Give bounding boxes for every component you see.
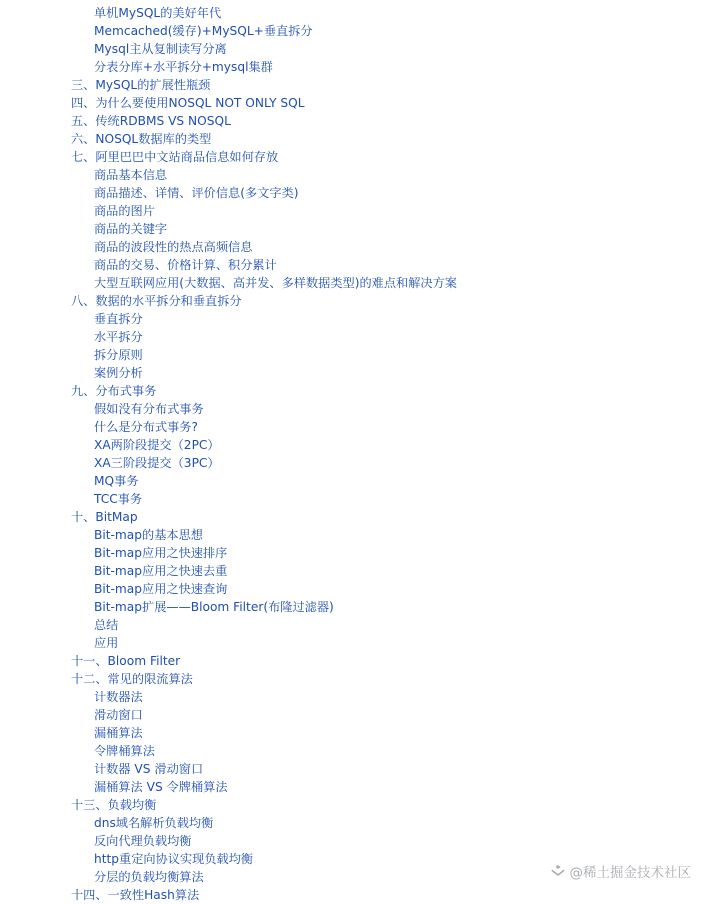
toc-link-text[interactable]: 计数器法 xyxy=(94,690,143,704)
toc-subsection-link[interactable] xyxy=(0,814,713,832)
toc-link-text[interactable]: 十一、Bloom Filter xyxy=(71,654,181,668)
toc-link-text[interactable]: 垂直拆分 xyxy=(94,312,143,326)
toc-subsection-link[interactable] xyxy=(0,436,713,454)
toc-link-text[interactable]: MQ事务 xyxy=(94,474,139,488)
toc-link-text[interactable]: Bit-map应用之快速排序 xyxy=(94,546,228,560)
toc-link-text[interactable]: 假如没有分布式事务 xyxy=(94,402,204,416)
toc-subsection-link[interactable] xyxy=(0,616,713,634)
toc-link-text[interactable]: TCC事务 xyxy=(94,492,143,506)
toc-subsection-link[interactable] xyxy=(0,634,713,652)
toc-link-text[interactable]: 八、数据的水平拆分和垂直拆分 xyxy=(71,294,242,308)
toc-subsection-link[interactable] xyxy=(0,184,713,202)
toc-subsection-link[interactable] xyxy=(0,742,713,760)
toc-section-link[interactable] xyxy=(0,508,713,526)
toc-link-text[interactable]: 五、传统RDBMS VS NOSQL xyxy=(71,114,231,128)
toc-subsection-link[interactable] xyxy=(0,220,713,238)
toc-subsection-link[interactable] xyxy=(0,238,713,256)
toc-link-text[interactable]: XA三阶段提交（3PC） xyxy=(94,456,220,470)
toc-subsection-link[interactable] xyxy=(0,400,713,418)
toc-subsection-link[interactable] xyxy=(0,580,713,598)
toc-link-text[interactable]: http重定向协议实现负载均衡 xyxy=(94,852,254,866)
toc-subsection-link[interactable] xyxy=(0,454,713,472)
toc-link-text[interactable]: 商品基本信息 xyxy=(94,168,168,182)
toc-subsection-link[interactable] xyxy=(0,364,713,382)
toc-link-text[interactable]: 十四、一致性Hash算法 xyxy=(71,888,200,902)
toc-subsection-link[interactable] xyxy=(0,166,713,184)
toc-section-link[interactable] xyxy=(0,148,713,166)
watermark-text: @稀土掘金技术社区 xyxy=(569,865,691,881)
toc-link-text[interactable]: 拆分原则 xyxy=(94,348,143,362)
toc-link-text[interactable]: dns域名解析负载均衡 xyxy=(94,816,214,830)
toc-link-text[interactable]: 商品描述、详情、评价信息(多文字类) xyxy=(94,186,299,200)
toc-subsection-link[interactable] xyxy=(0,58,713,76)
toc-subsection-link[interactable] xyxy=(0,274,713,292)
toc-subsection-link[interactable] xyxy=(0,688,713,706)
toc-link-text[interactable]: Bit-map应用之快速查询 xyxy=(94,582,228,596)
toc-link-text[interactable]: 令牌桶算法 xyxy=(94,744,155,758)
toc-link-text[interactable]: 单机MySQL的美好年代 xyxy=(94,6,222,20)
toc-subsection-link[interactable] xyxy=(0,4,713,22)
toc-section-link[interactable] xyxy=(0,292,713,310)
toc-section-link[interactable] xyxy=(0,796,713,814)
toc-subsection-link[interactable] xyxy=(0,544,713,562)
toc-link-text[interactable]: 九、分布式事务 xyxy=(71,384,157,398)
toc-link-text[interactable]: 分层的负载均衡算法 xyxy=(94,870,204,884)
toc-link-text[interactable]: 案例分析 xyxy=(94,366,143,380)
toc-section-link[interactable] xyxy=(0,112,713,130)
toc-link-text[interactable]: 总结 xyxy=(94,618,119,632)
toc-link-text[interactable]: 水平拆分 xyxy=(94,330,143,344)
table-of-contents xyxy=(0,4,713,904)
juejin-logo-icon xyxy=(550,863,566,879)
toc-link-text[interactable]: 十二、常见的限流算法 xyxy=(71,672,193,686)
toc-section-link[interactable] xyxy=(0,94,713,112)
toc-subsection-link[interactable] xyxy=(0,472,713,490)
toc-subsection-link[interactable] xyxy=(0,40,713,58)
toc-subsection-link[interactable] xyxy=(0,598,713,616)
toc-link-text[interactable]: Bit-map扩展——Bloom Filter(布隆过滤器) xyxy=(94,600,334,614)
toc-link-text[interactable]: 商品的交易、价格计算、积分累计 xyxy=(94,258,277,272)
toc-link-text[interactable]: 商品的波段性的热点高频信息 xyxy=(94,240,253,254)
toc-subsection-link[interactable] xyxy=(0,256,713,274)
toc-link-text[interactable]: 漏桶算法 xyxy=(94,726,143,740)
toc-section-link[interactable] xyxy=(0,130,713,148)
toc-link-text[interactable]: XA两阶段提交（2PC） xyxy=(94,438,220,452)
toc-link-text[interactable]: 漏桶算法 VS 令牌桶算法 xyxy=(94,780,228,794)
toc-link-text[interactable]: 七、阿里巴巴中文站商品信息如何存放 xyxy=(71,150,279,164)
toc-link-text[interactable]: 商品的关键字 xyxy=(94,222,168,236)
toc-subsection-link[interactable] xyxy=(0,526,713,544)
toc-link-text[interactable]: 分表分库+水平拆分+mysql集群 xyxy=(94,60,273,74)
toc-subsection-link[interactable] xyxy=(0,724,713,742)
toc-link-text[interactable]: 商品的图片 xyxy=(94,204,155,218)
toc-link-text[interactable]: 三、MySQL的扩展性瓶颈 xyxy=(71,78,211,92)
toc-link-text[interactable]: 反向代理负载均衡 xyxy=(94,834,192,848)
toc-subsection-link[interactable] xyxy=(0,490,713,508)
toc-section-link[interactable] xyxy=(0,76,713,94)
toc-link-text[interactable]: Bit-map的基本思想 xyxy=(94,528,203,542)
toc-link-text[interactable]: 大型互联网应用(大数据、高并发、多样数据类型)的难点和解决方案 xyxy=(94,276,457,290)
toc-subsection-link[interactable] xyxy=(0,832,713,850)
toc-link-text[interactable]: 滑动窗口 xyxy=(94,708,143,722)
toc-subsection-link[interactable] xyxy=(0,310,713,328)
toc-subsection-link[interactable] xyxy=(0,202,713,220)
toc-subsection-link[interactable] xyxy=(0,346,713,364)
toc-link-text[interactable]: 六、NOSQL数据库的类型 xyxy=(71,132,212,146)
toc-link-text[interactable]: 十三、负载均衡 xyxy=(71,798,157,812)
toc-link-text[interactable]: Bit-map应用之快速去重 xyxy=(94,564,228,578)
toc-subsection-link[interactable] xyxy=(0,706,713,724)
toc-section-link[interactable] xyxy=(0,382,713,400)
toc-subsection-link[interactable] xyxy=(0,22,713,40)
toc-subsection-link[interactable] xyxy=(0,328,713,346)
toc-section-link[interactable] xyxy=(0,886,713,904)
watermark xyxy=(550,860,692,882)
toc-link-text[interactable]: 十、BitMap xyxy=(71,510,138,524)
toc-link-text[interactable]: 应用 xyxy=(94,636,119,650)
toc-section-link[interactable] xyxy=(0,670,713,688)
toc-subsection-link[interactable] xyxy=(0,418,713,436)
toc-section-link[interactable] xyxy=(0,652,713,670)
toc-subsection-link[interactable] xyxy=(0,760,713,778)
toc-link-text[interactable]: 什么是分布式事务? xyxy=(94,420,198,434)
toc-subsection-link[interactable] xyxy=(0,778,713,796)
toc-link-text[interactable]: 计数器 VS 滑动窗口 xyxy=(94,762,204,776)
toc-link-text[interactable]: Memcached(缓存)+MySQL+垂直拆分 xyxy=(94,24,313,38)
toc-subsection-link[interactable] xyxy=(0,562,713,580)
toc-link-text[interactable]: Mysql主从复制读写分离 xyxy=(94,42,227,56)
toc-link-text[interactable]: 四、为什么要使用NOSQL NOT ONLY SQL xyxy=(71,96,305,110)
